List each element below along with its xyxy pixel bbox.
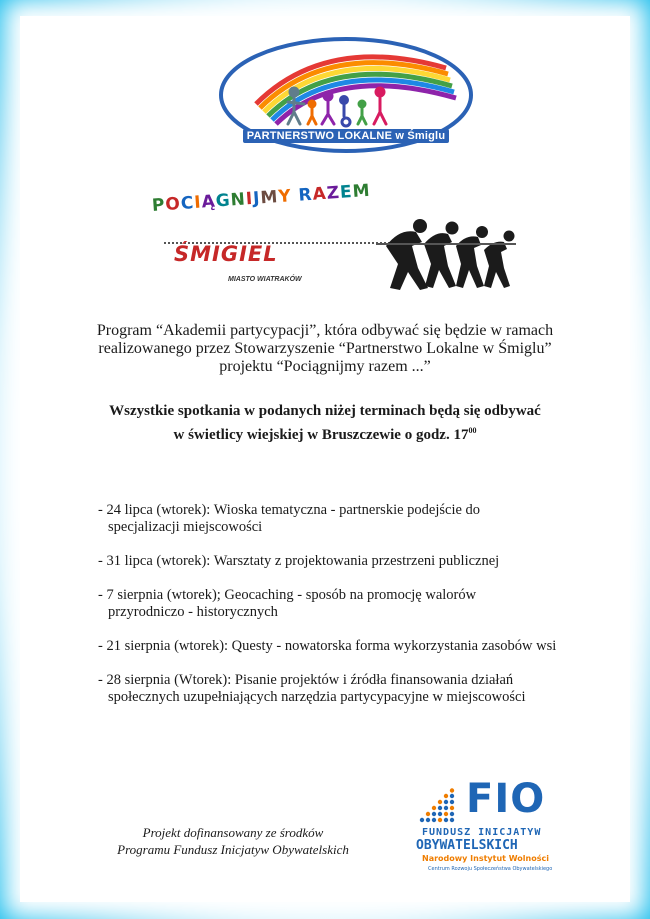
- fio-line-3: Narodowy Instytut Wolności: [422, 854, 549, 863]
- event-list: [98, 502, 618, 723]
- people-figures-icon: [288, 88, 386, 126]
- fio-logo: [402, 776, 572, 882]
- list-item: - 7 sierpnia (wtorek); Geocaching - sposób na promocję walorów przyrodniczo - historycznych: [98, 587, 477, 620]
- list-item: - 31 lipca (wtorek): Warsztaty z projektowania przestrzeni publicznej: [98, 553, 500, 569]
- intro-line-3: projektu “Pociągnijmy razem ...”: [219, 358, 431, 375]
- fio-mark: FIO: [466, 776, 546, 822]
- meeting-location-notice: [20, 402, 630, 445]
- intro-line-2: realizowanego przez Stowarzyszenie “Partnerstwo Lokalne w Śmiglu”: [98, 340, 552, 357]
- fio-line-1: FUNDUSZ INICJATYW: [422, 827, 542, 838]
- fio-line-4: Centrum Rozwoju Społeczeństwa Obywatelskiego: [428, 866, 553, 872]
- partnerstwo-logo: [216, 34, 476, 156]
- funding-note: Projekt dofinansowany ze środków Programu Fundusz Inicjatyw Obywatelskich: [117, 825, 349, 857]
- list-item: - 24 lipca (wtorek): Wioska tematyczna - partnerskie podejście do specjalizacji miejscowości: [98, 502, 481, 535]
- poster-page: [20, 16, 630, 902]
- banner-title: POCIĄGNIJMY RAZEM: [151, 180, 372, 216]
- notice-line-2: w świetlicy wiejskiej w Bruszczewie o godz. $17^{00}$: [173, 426, 477, 443]
- intro-paragraph: [20, 322, 630, 376]
- time-superscript: 00: [468, 426, 477, 435]
- list-item: - 21 sierpnia (wtorek): Questy - nowatorska forma wykorzystania zasobów wsi: [98, 638, 557, 654]
- smigiel-subtitle: MIASTO WIATRAKÓW: [228, 276, 302, 283]
- logo-label: PARTNERSTWO LOKALNE w Śmiglu: [216, 130, 476, 142]
- notice-line-1: Wszystkie spotkania w podanych niżej terminach będą się odbywać: [109, 403, 541, 419]
- tug-of-war-silhouettes-icon: [376, 206, 526, 292]
- pociagnijmy-razem-banner: [151, 180, 522, 302]
- list-item: - 28 sierpnia (Wtorek): Pisanie projektów i źródła finansowania działań społecznych uzupełniających narzędzia partycypacyjne w miejscowości: [98, 672, 526, 705]
- fio-line-2: OBYWATELSKICH: [416, 838, 518, 853]
- intro-line-1: Program “Akademii partycypacji”, która odbywać się będzie w ramach: [96, 322, 554, 339]
- smigiel-logo-text: ŚMIGIEL: [174, 242, 278, 266]
- fio-dots-icon: [416, 788, 464, 826]
